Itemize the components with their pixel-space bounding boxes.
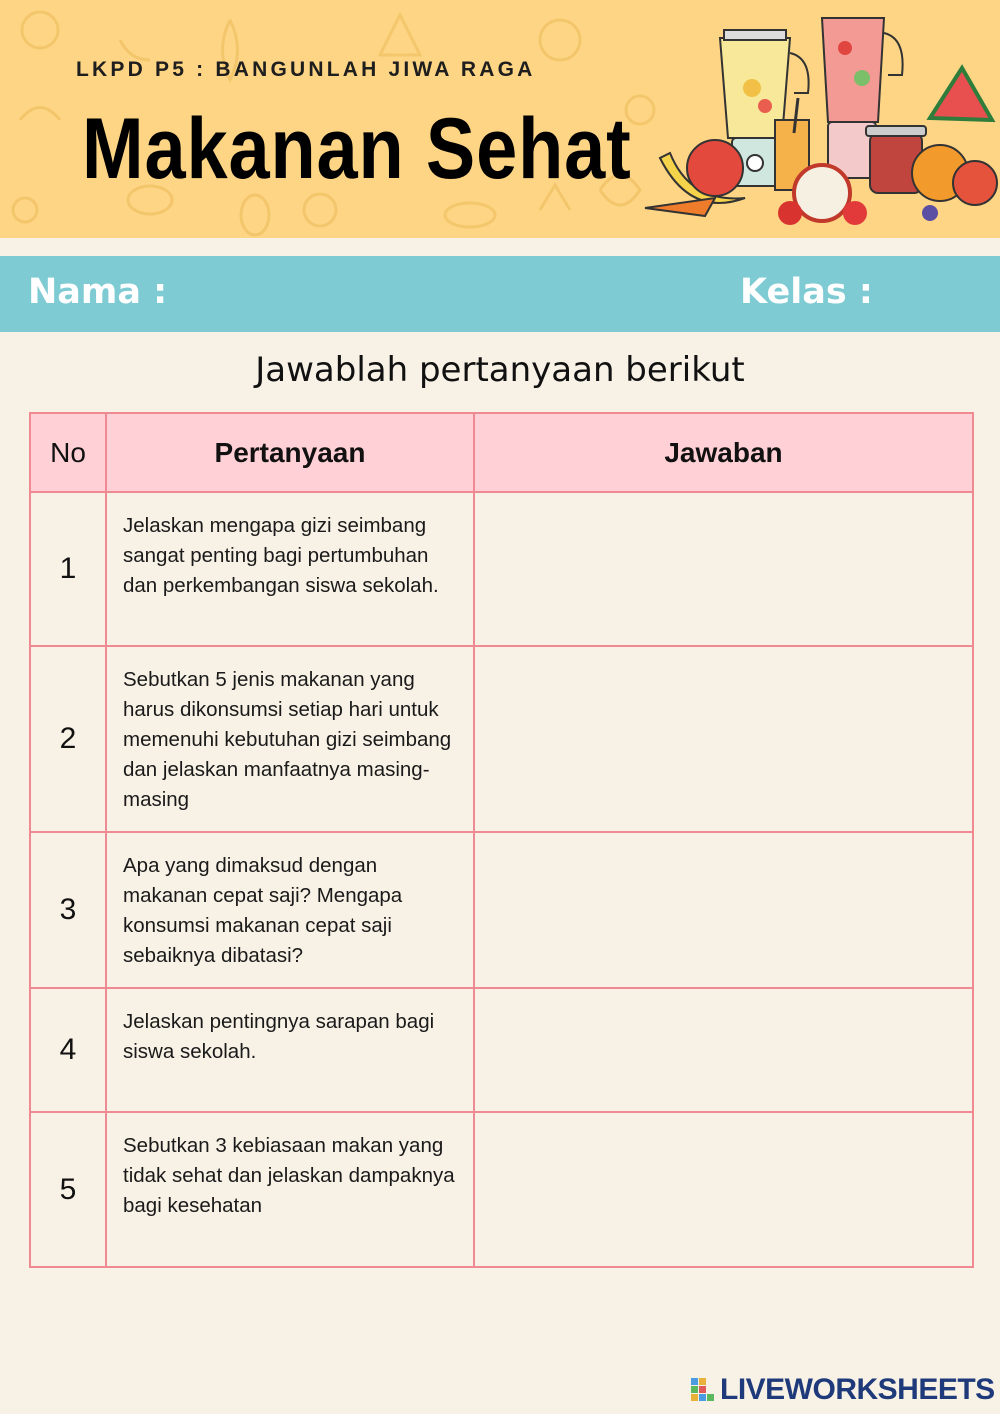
row-number: 5 bbox=[30, 1112, 106, 1267]
brand-text: LIVEWORKSHEETS bbox=[720, 1373, 995, 1406]
row-number: 3 bbox=[30, 832, 106, 988]
name-label: Nama : bbox=[28, 272, 168, 312]
answer-cell[interactable] bbox=[474, 988, 973, 1112]
header-banner bbox=[0, 0, 1000, 238]
fruit-smoothie-blender-illustration bbox=[640, 8, 1000, 234]
question-text: Apa yang dimaksud dengan makanan cepat saji? Mengapa konsumsi makanan cepat saji sebaiknya dibatasi? bbox=[106, 832, 474, 988]
table-row bbox=[30, 646, 973, 832]
question-text: Sebutkan 5 jenis makanan yang harus dikonsumsi setiap hari untuk memenuhi kebutuhan gizi seimbang dan jelaskan manfaatnya masing-masing bbox=[106, 646, 474, 832]
header-question: Pertanyaan bbox=[106, 413, 474, 492]
header-answer: Jawaban bbox=[474, 413, 973, 492]
class-label: Kelas : bbox=[740, 272, 873, 312]
row-number: 4 bbox=[30, 988, 106, 1112]
answer-cell[interactable] bbox=[474, 832, 973, 988]
answer-cell[interactable] bbox=[474, 646, 973, 832]
table-row bbox=[30, 1112, 973, 1267]
page-title: Makanan Sehat bbox=[82, 101, 632, 197]
row-number: 2 bbox=[30, 646, 106, 832]
answer-cell[interactable] bbox=[474, 1112, 973, 1267]
table-row bbox=[30, 832, 973, 988]
table-header-row bbox=[30, 413, 973, 492]
student-info-band bbox=[0, 256, 1000, 332]
answer-cell[interactable] bbox=[474, 492, 973, 646]
header-divider bbox=[0, 238, 1000, 256]
liveworksheets-logo-icon bbox=[690, 1377, 716, 1403]
worksheet-subtitle: LKPD P5 : BANGUNLAH JIWA RAGA bbox=[76, 58, 536, 81]
table-row bbox=[30, 492, 973, 646]
table-row bbox=[30, 988, 973, 1112]
row-number: 1 bbox=[30, 492, 106, 646]
header-no: No bbox=[30, 413, 106, 492]
question-text: Sebutkan 3 kebiasaan makan yang tidak sehat dan jelaskan dampaknya bagi kesehatan bbox=[106, 1112, 474, 1267]
question-table bbox=[29, 412, 974, 1268]
question-text: Jelaskan pentingnya sarapan bagi siswa sekolah. bbox=[106, 988, 474, 1112]
instruction-text: Jawablah pertanyaan berikut bbox=[255, 350, 745, 390]
question-text: Jelaskan mengapa gizi seimbang sangat penting bagi pertumbuhan dan perkembangan siswa sekolah. bbox=[106, 492, 474, 646]
liveworksheets-brand[interactable] bbox=[690, 1372, 995, 1408]
